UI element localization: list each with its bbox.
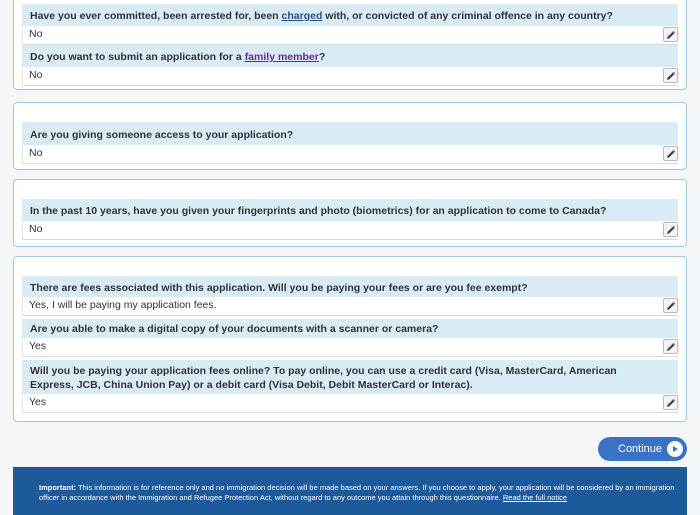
answer-family-member: No xyxy=(22,67,678,86)
question-panel-biometrics xyxy=(13,179,687,247)
question-digital-copy: Are you able to make a digital copy of your documents with a scanner or camera? xyxy=(22,319,678,338)
answer-biometrics: No xyxy=(22,221,678,240)
play-arrow-icon xyxy=(671,445,679,453)
charged-link[interactable]: charged xyxy=(281,10,323,22)
edit-button-criminal-offence[interactable] xyxy=(663,27,678,42)
question-family-member: Do you want to submit an application for a family member? xyxy=(22,45,678,67)
question-panel-fees xyxy=(13,256,687,422)
continue-button[interactable]: Continue xyxy=(598,437,687,461)
edit-button-fees[interactable] xyxy=(663,298,678,313)
answer-fees: Yes, I will be paying my application fees. xyxy=(22,297,678,316)
family-member-link[interactable]: family member xyxy=(244,51,319,63)
pencil-icon xyxy=(666,225,676,235)
pencil-icon xyxy=(666,149,676,159)
question-pay-online: Will you be paying your application fees online? To pay online, you can use a credit card (Visa, MasterCard, American Express, JCB, China Union Pay) or a debit card (Visa Debit, Debit MasterCard or Interac). xyxy=(22,360,678,394)
pencil-icon xyxy=(666,342,676,352)
play-circle-icon xyxy=(667,441,683,457)
question-panel-access xyxy=(13,102,687,170)
pencil-icon xyxy=(666,71,676,81)
question-fees: There are fees associated with this application. Will you be paying your fees or are you fee exempt? xyxy=(22,276,678,297)
question-giving-access: Are you giving someone access to your application? xyxy=(22,122,678,145)
question-criminal-offence: Have you ever committed, been arrested for, been charged with, or convicted of any criminal offence in any country? xyxy=(22,4,678,26)
answer-giving-access: No xyxy=(22,145,678,164)
edit-button-pay-online[interactable] xyxy=(663,395,678,410)
edit-button-giving-access[interactable] xyxy=(663,146,678,161)
edit-button-family-member[interactable] xyxy=(663,68,678,83)
pencil-icon xyxy=(666,398,676,408)
important-notice: Important: This information is for reference only and no immigration decision will be made based on your answers. If you choose to apply, your application will be considered by an immigration officer in accordance with the Immigration and Refugee Protection Act, without regard to any outcome you attain through this questionnaire. Read the full notice xyxy=(13,467,687,515)
pencil-icon xyxy=(666,30,676,40)
answer-criminal-offence: No xyxy=(22,26,678,45)
question-biometrics: In the past 10 years, have you given your fingerprints and photo (biometrics) for an application to come to Canada? xyxy=(22,199,678,221)
pencil-icon xyxy=(666,301,676,311)
read-full-notice-link[interactable]: Read the full notice xyxy=(502,493,568,502)
edit-button-biometrics[interactable] xyxy=(663,222,678,237)
edit-button-digital-copy[interactable] xyxy=(663,339,678,354)
answer-digital-copy: Yes xyxy=(22,338,678,357)
answer-pay-online: Yes xyxy=(22,394,678,413)
question-panel-criminal-family xyxy=(13,0,687,90)
